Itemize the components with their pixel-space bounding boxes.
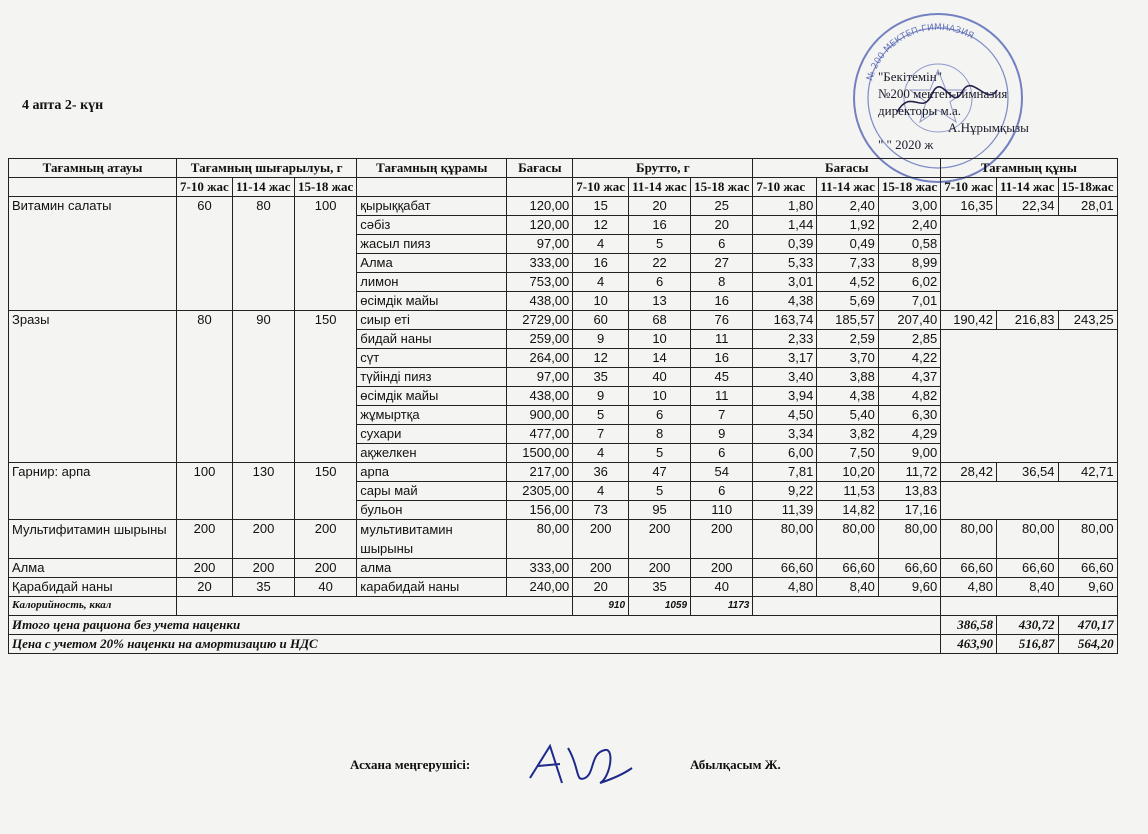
total-no-markup-label: Итого цена рациона без учета наценки [9,616,941,635]
header-age: 7-10 жас [177,178,233,197]
brutto-value: 14 [629,349,691,368]
cost-value: 4,52 [817,273,879,292]
total-with-markup-value: 463,90 [941,635,997,654]
header-age: 11-14 жас [233,178,295,197]
dish-output: 200 [233,520,295,559]
ingredient-price: 333,00 [507,559,573,578]
dish-output: 150 [295,311,357,463]
header-age: 11-14 жас [996,178,1058,197]
dish-total: 243,25 [1058,311,1117,330]
cost-value: 4,80 [753,578,817,597]
ingredient-name: карабидай наны [357,578,507,597]
cost-value: 6,02 [878,273,940,292]
cost-value: 1,44 [753,216,817,235]
cost-value: 9,22 [753,482,817,501]
calories-empty [941,597,1117,616]
cost-value: 66,60 [753,559,817,578]
brutto-value: 68 [629,311,691,330]
brutto-value: 200 [573,559,629,578]
brutto-value: 200 [629,559,691,578]
total-no-markup-value: 470,17 [1058,616,1117,635]
table-row [9,578,1118,597]
dish-name: Қарабидай наны [9,578,177,597]
ingredient-name: бульон [357,501,507,520]
dish-output: 80 [177,311,233,463]
brutto-value: 5 [629,482,691,501]
brutto-value: 16 [573,254,629,273]
ingredient-price: 156,00 [507,501,573,520]
ingredient-price: 217,00 [507,463,573,482]
approval-line: №200 мектеп-гимназия [878,86,1008,101]
ingredient-name: бидай наны [357,330,507,349]
brutto-value: 7 [691,406,753,425]
ingredient-name: сары май [357,482,507,501]
dish-total: 28,01 [1058,197,1117,216]
cost-value: 4,37 [878,368,940,387]
cost-value: 11,72 [878,463,940,482]
ingredient-price: 438,00 [507,292,573,311]
cost-value: 3,01 [753,273,817,292]
brutto-value: 20 [691,216,753,235]
brutto-value: 6 [629,406,691,425]
cost-value: 0,39 [753,235,817,254]
brutto-value: 4 [573,444,629,463]
ingredient-name: өсімдік майы [357,387,507,406]
dish-total: 80,00 [941,520,997,559]
brutto-value: 4 [573,482,629,501]
cost-value: 5,33 [753,254,817,273]
brutto-value: 6 [629,273,691,292]
brutto-value: 8 [629,425,691,444]
brutto-value: 200 [691,559,753,578]
header-age: 7-10 жас [753,178,817,197]
brutto-value: 22 [629,254,691,273]
header-age: 11-14 жас [817,178,879,197]
cost-value: 0,58 [878,235,940,254]
ingredient-price: 264,00 [507,349,573,368]
chef-signature [520,738,640,798]
ingredient-name: арпа [357,463,507,482]
dish-name: Витамин салаты [9,197,177,311]
table-row [9,311,1118,330]
cost-value: 10,20 [817,463,879,482]
header-age: 7-10 жас [941,178,997,197]
brutto-value: 47 [629,463,691,482]
total-with-markup-label: Цена с учетом 20% наценки на амортизацию и НДС [9,635,941,654]
cost-value: 4,38 [753,292,817,311]
footer-role: Асхана меңгерушісі: [350,757,471,772]
dish-total: 66,60 [941,559,997,578]
cost-value: 4,38 [817,387,879,406]
cost-value: 9,60 [878,578,940,597]
brutto-value: 5 [629,444,691,463]
footer-name: Абылқасым Ж. [690,757,781,772]
brutto-value: 35 [629,578,691,597]
ingredient-name: сәбіз [357,216,507,235]
dish-output: 200 [177,559,233,578]
calories-value: 910 [573,597,629,616]
calories-empty [177,597,573,616]
dish-total: 8,40 [996,578,1058,597]
brutto-value: 16 [691,349,753,368]
dish-output: 200 [233,559,295,578]
ingredient-price: 2729,00 [507,311,573,330]
cost-value: 7,81 [753,463,817,482]
brutto-value: 20 [573,578,629,597]
cost-value: 3,17 [753,349,817,368]
cost-value: 80,00 [878,520,940,559]
brutto-value: 54 [691,463,753,482]
cost-value: 7,50 [817,444,879,463]
brutto-value: 35 [573,368,629,387]
brutto-value: 27 [691,254,753,273]
brutto-value: 200 [691,520,753,559]
cost-value: 80,00 [817,520,879,559]
brutto-value: 10 [629,387,691,406]
calories-value: 1059 [629,597,691,616]
ingredient-name: жұмыртқа [357,406,507,425]
ingredient-price: 240,00 [507,578,573,597]
brutto-value: 4 [573,273,629,292]
brutto-value: 10 [629,330,691,349]
ingredient-price: 97,00 [507,235,573,254]
ingredient-name: сухари [357,425,507,444]
cost-value: 5,40 [817,406,879,425]
cost-value: 11,53 [817,482,879,501]
brutto-value: 11 [691,330,753,349]
cost-value: 4,50 [753,406,817,425]
brutto-value: 73 [573,501,629,520]
ingredient-price: 753,00 [507,273,573,292]
calories-label: Калорийность, ккал [9,597,177,616]
page-title: 4 апта 2- күн [22,98,104,113]
ingredient-name: сүт [357,349,507,368]
ingredient-name: жасыл пияз [357,235,507,254]
cost-value: 2,40 [817,197,879,216]
header-age: 15-18 жас [691,178,753,197]
dish-output: 100 [177,463,233,520]
cost-value: 0,49 [817,235,879,254]
dish-output: 100 [295,197,357,311]
header-name: Тағамның атауы [9,159,177,178]
dish-output: 90 [233,311,295,463]
cost-value: 3,70 [817,349,879,368]
approval-line: "Бекітемін" [878,69,943,84]
header-age: 11-14 жас [629,178,691,197]
stamp-text: № 200 МЕКТЕП-ГИМНАЗИЯ [865,22,976,83]
header-dish-cost: Тағамның құны [941,159,1117,178]
cost-value: 66,60 [878,559,940,578]
dish-name: Зразы [9,311,177,463]
dish-total: 80,00 [1058,520,1117,559]
header-brutto: Брутто, г [573,159,753,178]
brutto-value: 200 [629,520,691,559]
brutto-value: 110 [691,501,753,520]
brutto-value: 200 [573,520,629,559]
approval-line: А.Нұрымқызы [948,120,1029,135]
brutto-value: 6 [691,444,753,463]
dish-total: 28,42 [941,463,997,482]
header-output: Тағамның шығарылуы, г [177,159,357,178]
brutto-value: 9 [573,387,629,406]
menu-body [9,197,1118,597]
cost-value: 9,00 [878,444,940,463]
dish-output: 200 [295,520,357,559]
cost-value: 1,92 [817,216,879,235]
dish-output: 200 [295,559,357,578]
table-row [9,463,1118,482]
ingredient-price: 259,00 [507,330,573,349]
brutto-value: 95 [629,501,691,520]
brutto-value: 60 [573,311,629,330]
dish-output: 200 [177,520,233,559]
dish-total-empty [941,330,1117,463]
cost-value: 4,29 [878,425,940,444]
cost-value: 3,40 [753,368,817,387]
header-age: 15-18жас [1058,178,1117,197]
cost-value: 6,30 [878,406,940,425]
ingredient-price: 477,00 [507,425,573,444]
cost-value: 2,59 [817,330,879,349]
dish-total: 190,42 [941,311,997,330]
cost-value: 185,57 [817,311,879,330]
dish-total-empty [941,216,1117,311]
cost-value: 207,40 [878,311,940,330]
dish-total-empty [941,482,1117,520]
brutto-value: 9 [573,330,629,349]
brutto-value: 8 [691,273,753,292]
cost-value: 14,82 [817,501,879,520]
brutto-value: 6 [691,235,753,254]
header-composition: Тағамның құрамы [357,159,507,178]
cost-value: 66,60 [817,559,879,578]
ingredient-price: 80,00 [507,520,573,559]
dish-output: 150 [295,463,357,520]
ingredient-name: қырыққабат [357,197,507,216]
ingredient-price: 438,00 [507,387,573,406]
brutto-value: 5 [629,235,691,254]
dish-output: 60 [177,197,233,311]
dish-total: 66,60 [1058,559,1117,578]
brutto-value: 40 [691,578,753,597]
cost-value: 2,33 [753,330,817,349]
ingredient-name: сиыр еті [357,311,507,330]
brutto-value: 16 [629,216,691,235]
ingredient-name: ақжелкен [357,444,507,463]
ingredient-price: 120,00 [507,216,573,235]
ingredient-price: 333,00 [507,254,573,273]
brutto-value: 15 [573,197,629,216]
cost-value: 3,34 [753,425,817,444]
cost-value: 8,40 [817,578,879,597]
header-empty [507,178,573,197]
cost-value: 163,74 [753,311,817,330]
cost-value: 3,88 [817,368,879,387]
brutto-value: 11 [691,387,753,406]
brutto-value: 6 [691,482,753,501]
brutto-value: 9 [691,425,753,444]
ingredient-name: түйінді пияз [357,368,507,387]
brutto-value: 76 [691,311,753,330]
header-age: 7-10 жас [573,178,629,197]
ingredient-price: 1500,00 [507,444,573,463]
cost-value: 2,40 [878,216,940,235]
dish-name: Мультифитамин шырыны [9,520,177,559]
brutto-value: 12 [573,349,629,368]
cost-value: 2,85 [878,330,940,349]
dish-output: 80 [233,197,295,311]
cost-value: 13,83 [878,482,940,501]
cost-value: 4,22 [878,349,940,368]
table-row [9,559,1118,578]
ingredient-price: 120,00 [507,197,573,216]
header-empty [9,178,177,197]
dish-output: 20 [177,578,233,597]
ingredient-name: лимон [357,273,507,292]
cost-value: 80,00 [753,520,817,559]
brutto-value: 40 [629,368,691,387]
dish-total: 22,34 [996,197,1058,216]
brutto-value: 25 [691,197,753,216]
cost-value: 6,00 [753,444,817,463]
approval-line: " " 2020 ж [878,137,934,152]
cost-value: 7,01 [878,292,940,311]
menu-table [8,158,1118,654]
total-with-markup-value: 516,87 [996,635,1058,654]
dish-total: 4,80 [941,578,997,597]
cost-value: 1,80 [753,197,817,216]
ingredient-name: алма [357,559,507,578]
brutto-value: 16 [691,292,753,311]
dish-name: Алма [9,559,177,578]
brutto-value: 4 [573,235,629,254]
approval-line: директоры м.а. [878,103,961,118]
director-signature [892,82,1002,122]
cost-value: 11,39 [753,501,817,520]
brutto-value: 36 [573,463,629,482]
calories-value: 1173 [691,597,753,616]
header-price: Бағасы [507,159,573,178]
header-cost: Бағасы [753,159,941,178]
ingredient-price: 2305,00 [507,482,573,501]
cost-value: 7,33 [817,254,879,273]
total-no-markup-value: 430,72 [996,616,1058,635]
dish-output: 40 [295,578,357,597]
table-row [9,520,1118,559]
dish-output: 35 [233,578,295,597]
brutto-value: 10 [573,292,629,311]
ingredient-price: 97,00 [507,368,573,387]
table-row [9,197,1118,216]
header-empty [357,178,507,197]
cost-value: 3,94 [753,387,817,406]
cost-value: 3,82 [817,425,879,444]
dish-total: 216,83 [996,311,1058,330]
brutto-value: 20 [629,197,691,216]
dish-total: 36,54 [996,463,1058,482]
brutto-value: 13 [629,292,691,311]
dish-output: 130 [233,463,295,520]
dish-total: 9,60 [1058,578,1117,597]
total-no-markup-value: 386,58 [941,616,997,635]
dish-name: Гарнир: арпа [9,463,177,520]
brutto-value: 5 [573,406,629,425]
ingredient-price: 900,00 [507,406,573,425]
ingredient-name: өсімдік майы [357,292,507,311]
brutto-value: 45 [691,368,753,387]
cost-value: 8,99 [878,254,940,273]
brutto-value: 7 [573,425,629,444]
cost-value: 5,69 [817,292,879,311]
ingredient-name: Алма [357,254,507,273]
calories-empty [753,597,941,616]
dish-total: 42,71 [1058,463,1117,482]
total-with-markup-value: 564,20 [1058,635,1117,654]
cost-value: 4,82 [878,387,940,406]
dish-total: 66,60 [996,559,1058,578]
dish-total: 16,35 [941,197,997,216]
header-age: 15-18 жас [878,178,940,197]
ingredient-name: мультивитамин шырыны [357,520,507,559]
cost-value: 3,00 [878,197,940,216]
header-age: 15-18 жас [295,178,357,197]
brutto-value: 12 [573,216,629,235]
dish-total: 80,00 [996,520,1058,559]
cost-value: 17,16 [878,501,940,520]
